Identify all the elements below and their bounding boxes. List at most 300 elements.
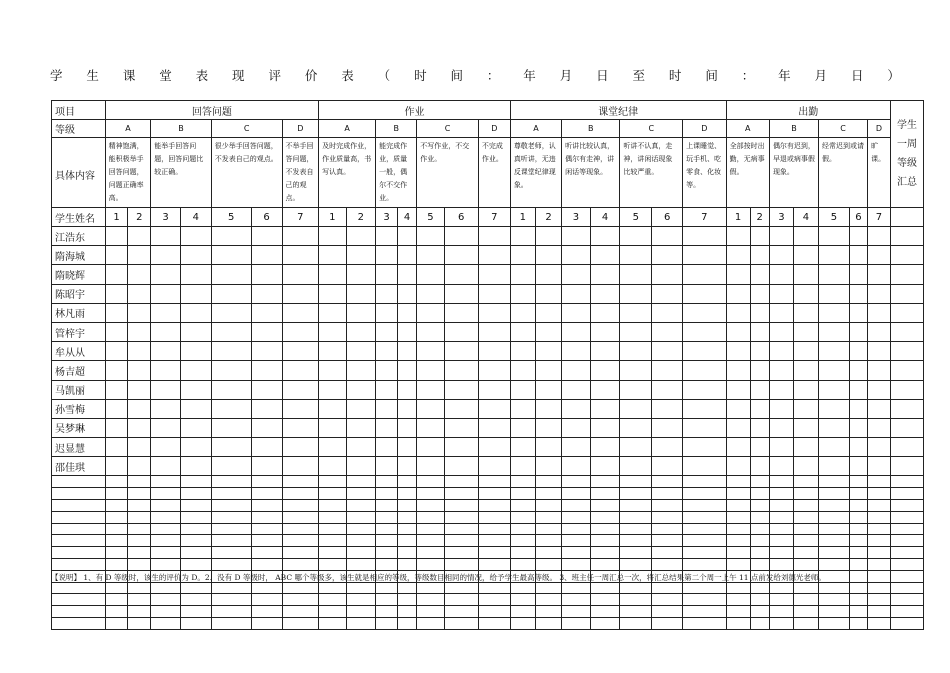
score-cell[interactable] bbox=[793, 322, 818, 341]
score-cell[interactable] bbox=[180, 476, 211, 488]
score-cell[interactable] bbox=[478, 246, 510, 265]
score-cell[interactable] bbox=[282, 618, 319, 630]
score-cell[interactable] bbox=[590, 322, 620, 341]
score-cell[interactable] bbox=[151, 606, 181, 618]
score-cell[interactable] bbox=[319, 284, 346, 303]
score-cell[interactable] bbox=[793, 418, 818, 437]
score-cell[interactable] bbox=[683, 418, 726, 437]
score-cell[interactable] bbox=[769, 303, 793, 322]
score-cell[interactable] bbox=[346, 438, 376, 457]
score-cell[interactable] bbox=[535, 227, 561, 246]
score-cell[interactable] bbox=[105, 582, 128, 594]
score-cell[interactable] bbox=[510, 284, 535, 303]
score-cell[interactable] bbox=[620, 582, 652, 594]
score-cell[interactable] bbox=[535, 618, 561, 630]
score-cell[interactable] bbox=[868, 500, 891, 512]
score-cell[interactable] bbox=[282, 322, 319, 341]
score-cell[interactable] bbox=[793, 547, 818, 559]
score-cell[interactable] bbox=[849, 582, 867, 594]
score-cell[interactable] bbox=[128, 547, 151, 559]
score-cell[interactable] bbox=[683, 438, 726, 457]
score-cell[interactable] bbox=[535, 361, 561, 380]
score-cell[interactable] bbox=[444, 594, 478, 606]
score-cell[interactable] bbox=[211, 523, 251, 535]
score-cell[interactable] bbox=[868, 535, 891, 547]
score-cell[interactable] bbox=[683, 265, 726, 284]
score-cell[interactable] bbox=[417, 606, 444, 618]
score-cell[interactable] bbox=[151, 246, 181, 265]
score-cell[interactable] bbox=[105, 606, 128, 618]
score-cell[interactable] bbox=[562, 399, 591, 418]
score-cell[interactable] bbox=[346, 342, 376, 361]
score-cell[interactable] bbox=[211, 380, 251, 399]
score-cell[interactable] bbox=[128, 476, 151, 488]
score-cell[interactable] bbox=[890, 361, 923, 380]
score-cell[interactable] bbox=[793, 265, 818, 284]
score-cell[interactable] bbox=[793, 559, 818, 571]
score-cell[interactable] bbox=[769, 342, 793, 361]
score-cell[interactable] bbox=[793, 303, 818, 322]
score-cell[interactable] bbox=[180, 227, 211, 246]
score-cell[interactable] bbox=[750, 265, 769, 284]
score-cell[interactable] bbox=[128, 342, 151, 361]
score-cell[interactable] bbox=[562, 559, 591, 571]
score-cell[interactable] bbox=[444, 535, 478, 547]
score-cell[interactable] bbox=[652, 380, 683, 399]
score-cell[interactable] bbox=[683, 246, 726, 265]
score-cell[interactable] bbox=[868, 418, 891, 437]
score-cell[interactable] bbox=[151, 361, 181, 380]
score-cell[interactable] bbox=[868, 227, 891, 246]
score-cell[interactable] bbox=[282, 380, 319, 399]
score-cell[interactable] bbox=[868, 476, 891, 488]
score-cell[interactable] bbox=[251, 500, 282, 512]
score-cell[interactable] bbox=[535, 511, 561, 523]
score-cell[interactable] bbox=[750, 535, 769, 547]
score-cell[interactable] bbox=[397, 594, 416, 606]
score-cell[interactable] bbox=[793, 342, 818, 361]
score-cell[interactable] bbox=[683, 582, 726, 594]
score-cell[interactable] bbox=[319, 380, 346, 399]
score-cell[interactable] bbox=[180, 594, 211, 606]
score-cell[interactable] bbox=[652, 246, 683, 265]
score-cell[interactable] bbox=[151, 303, 181, 322]
score-cell[interactable] bbox=[890, 284, 923, 303]
score-cell[interactable] bbox=[590, 500, 620, 512]
score-cell[interactable] bbox=[562, 227, 591, 246]
score-cell[interactable] bbox=[180, 380, 211, 399]
score-cell[interactable] bbox=[535, 418, 561, 437]
score-cell[interactable] bbox=[620, 559, 652, 571]
score-cell[interactable] bbox=[478, 418, 510, 437]
score-cell[interactable] bbox=[346, 246, 376, 265]
score-cell[interactable] bbox=[510, 523, 535, 535]
score-cell[interactable] bbox=[251, 380, 282, 399]
score-cell[interactable] bbox=[750, 438, 769, 457]
score-cell[interactable] bbox=[620, 594, 652, 606]
score-cell[interactable] bbox=[319, 418, 346, 437]
score-cell[interactable] bbox=[683, 500, 726, 512]
score-cell[interactable] bbox=[319, 322, 346, 341]
score-cell[interactable] bbox=[868, 284, 891, 303]
score-cell[interactable] bbox=[211, 559, 251, 571]
score-cell[interactable] bbox=[417, 227, 444, 246]
score-cell[interactable] bbox=[590, 618, 620, 630]
score-cell[interactable] bbox=[849, 523, 867, 535]
score-cell[interactable] bbox=[282, 500, 319, 512]
score-cell[interactable] bbox=[128, 265, 151, 284]
score-cell[interactable] bbox=[868, 618, 891, 630]
score-cell[interactable] bbox=[793, 618, 818, 630]
score-cell[interactable] bbox=[726, 500, 750, 512]
score-cell[interactable] bbox=[319, 457, 346, 476]
score-cell[interactable] bbox=[590, 284, 620, 303]
score-cell[interactable] bbox=[868, 399, 891, 418]
score-cell[interactable] bbox=[890, 547, 923, 559]
score-cell[interactable] bbox=[397, 476, 416, 488]
score-cell[interactable] bbox=[652, 265, 683, 284]
score-cell[interactable] bbox=[819, 246, 850, 265]
score-cell[interactable] bbox=[890, 476, 923, 488]
score-cell[interactable] bbox=[562, 618, 591, 630]
score-cell[interactable] bbox=[211, 284, 251, 303]
score-cell[interactable] bbox=[819, 227, 850, 246]
score-cell[interactable] bbox=[151, 582, 181, 594]
score-cell[interactable] bbox=[151, 476, 181, 488]
score-cell[interactable] bbox=[590, 361, 620, 380]
score-cell[interactable] bbox=[397, 303, 416, 322]
score-cell[interactable] bbox=[151, 438, 181, 457]
score-cell[interactable] bbox=[590, 399, 620, 418]
score-cell[interactable] bbox=[769, 594, 793, 606]
score-cell[interactable] bbox=[282, 535, 319, 547]
score-cell[interactable] bbox=[890, 618, 923, 630]
score-cell[interactable] bbox=[683, 380, 726, 399]
score-cell[interactable] bbox=[819, 559, 850, 571]
score-cell[interactable] bbox=[478, 500, 510, 512]
score-cell[interactable] bbox=[211, 438, 251, 457]
score-cell[interactable] bbox=[282, 399, 319, 418]
score-cell[interactable] bbox=[890, 342, 923, 361]
score-cell[interactable] bbox=[620, 418, 652, 437]
score-cell[interactable] bbox=[151, 380, 181, 399]
score-cell[interactable] bbox=[151, 418, 181, 437]
score-cell[interactable] bbox=[562, 476, 591, 488]
score-cell[interactable] bbox=[793, 476, 818, 488]
score-cell[interactable] bbox=[478, 438, 510, 457]
score-cell[interactable] bbox=[620, 457, 652, 476]
score-cell[interactable] bbox=[726, 380, 750, 399]
score-cell[interactable] bbox=[319, 618, 346, 630]
score-cell[interactable] bbox=[346, 488, 376, 500]
score-cell[interactable] bbox=[793, 227, 818, 246]
score-cell[interactable] bbox=[562, 606, 591, 618]
score-cell[interactable] bbox=[180, 322, 211, 341]
score-cell[interactable] bbox=[128, 227, 151, 246]
score-cell[interactable] bbox=[346, 361, 376, 380]
score-cell[interactable] bbox=[180, 559, 211, 571]
score-cell[interactable] bbox=[478, 488, 510, 500]
score-cell[interactable] bbox=[726, 342, 750, 361]
score-cell[interactable] bbox=[620, 535, 652, 547]
score-cell[interactable] bbox=[849, 399, 867, 418]
score-cell[interactable] bbox=[211, 399, 251, 418]
score-cell[interactable] bbox=[251, 438, 282, 457]
score-cell[interactable] bbox=[535, 457, 561, 476]
score-cell[interactable] bbox=[620, 284, 652, 303]
score-cell[interactable] bbox=[444, 303, 478, 322]
score-cell[interactable] bbox=[750, 500, 769, 512]
score-cell[interactable] bbox=[750, 342, 769, 361]
score-cell[interactable] bbox=[251, 594, 282, 606]
score-cell[interactable] bbox=[890, 457, 923, 476]
score-cell[interactable] bbox=[510, 457, 535, 476]
score-cell[interactable] bbox=[849, 559, 867, 571]
score-cell[interactable] bbox=[750, 380, 769, 399]
score-cell[interactable] bbox=[510, 594, 535, 606]
score-cell[interactable] bbox=[180, 618, 211, 630]
score-cell[interactable] bbox=[819, 342, 850, 361]
score-cell[interactable] bbox=[819, 500, 850, 512]
score-cell[interactable] bbox=[769, 418, 793, 437]
score-cell[interactable] bbox=[211, 476, 251, 488]
score-cell[interactable] bbox=[510, 618, 535, 630]
score-cell[interactable] bbox=[211, 511, 251, 523]
score-cell[interactable] bbox=[128, 582, 151, 594]
score-cell[interactable] bbox=[397, 547, 416, 559]
score-cell[interactable] bbox=[868, 457, 891, 476]
score-cell[interactable] bbox=[251, 559, 282, 571]
score-cell[interactable] bbox=[652, 322, 683, 341]
score-cell[interactable] bbox=[750, 488, 769, 500]
score-cell[interactable] bbox=[282, 547, 319, 559]
score-cell[interactable] bbox=[890, 399, 923, 418]
score-cell[interactable] bbox=[849, 380, 867, 399]
score-cell[interactable] bbox=[478, 361, 510, 380]
score-cell[interactable] bbox=[683, 559, 726, 571]
score-cell[interactable] bbox=[590, 457, 620, 476]
score-cell[interactable] bbox=[535, 399, 561, 418]
score-cell[interactable] bbox=[251, 399, 282, 418]
score-cell[interactable] bbox=[510, 322, 535, 341]
score-cell[interactable] bbox=[251, 476, 282, 488]
score-cell[interactable] bbox=[769, 322, 793, 341]
score-cell[interactable] bbox=[444, 476, 478, 488]
score-cell[interactable] bbox=[750, 399, 769, 418]
score-cell[interactable] bbox=[868, 380, 891, 399]
score-cell[interactable] bbox=[620, 265, 652, 284]
score-cell[interactable] bbox=[750, 547, 769, 559]
score-cell[interactable] bbox=[562, 488, 591, 500]
score-cell[interactable] bbox=[151, 618, 181, 630]
score-cell[interactable] bbox=[652, 523, 683, 535]
score-cell[interactable] bbox=[376, 284, 398, 303]
score-cell[interactable] bbox=[652, 227, 683, 246]
score-cell[interactable] bbox=[793, 380, 818, 399]
score-cell[interactable] bbox=[128, 438, 151, 457]
score-cell[interactable] bbox=[478, 582, 510, 594]
score-cell[interactable] bbox=[510, 227, 535, 246]
score-cell[interactable] bbox=[535, 594, 561, 606]
score-cell[interactable] bbox=[535, 322, 561, 341]
score-cell[interactable] bbox=[620, 488, 652, 500]
score-cell[interactable] bbox=[376, 511, 398, 523]
score-cell[interactable] bbox=[444, 606, 478, 618]
score-cell[interactable] bbox=[819, 511, 850, 523]
score-cell[interactable] bbox=[868, 559, 891, 571]
score-cell[interactable] bbox=[444, 418, 478, 437]
score-cell[interactable] bbox=[683, 457, 726, 476]
score-cell[interactable] bbox=[444, 618, 478, 630]
score-cell[interactable] bbox=[726, 476, 750, 488]
score-cell[interactable] bbox=[819, 523, 850, 535]
score-cell[interactable] bbox=[251, 511, 282, 523]
score-cell[interactable] bbox=[251, 618, 282, 630]
score-cell[interactable] bbox=[417, 399, 444, 418]
score-cell[interactable] bbox=[376, 535, 398, 547]
score-cell[interactable] bbox=[319, 488, 346, 500]
score-cell[interactable] bbox=[128, 535, 151, 547]
score-cell[interactable] bbox=[282, 284, 319, 303]
score-cell[interactable] bbox=[151, 342, 181, 361]
score-cell[interactable] bbox=[282, 606, 319, 618]
score-cell[interactable] bbox=[319, 476, 346, 488]
score-cell[interactable] bbox=[397, 399, 416, 418]
score-cell[interactable] bbox=[211, 582, 251, 594]
score-cell[interactable] bbox=[562, 523, 591, 535]
score-cell[interactable] bbox=[750, 523, 769, 535]
score-cell[interactable] bbox=[444, 582, 478, 594]
score-cell[interactable] bbox=[151, 457, 181, 476]
score-cell[interactable] bbox=[849, 511, 867, 523]
score-cell[interactable] bbox=[849, 476, 867, 488]
score-cell[interactable] bbox=[590, 227, 620, 246]
score-cell[interactable] bbox=[868, 438, 891, 457]
score-cell[interactable] bbox=[819, 582, 850, 594]
score-cell[interactable] bbox=[562, 582, 591, 594]
score-cell[interactable] bbox=[211, 618, 251, 630]
score-cell[interactable] bbox=[510, 488, 535, 500]
score-cell[interactable] bbox=[397, 559, 416, 571]
score-cell[interactable] bbox=[417, 488, 444, 500]
score-cell[interactable] bbox=[890, 438, 923, 457]
score-cell[interactable] bbox=[750, 246, 769, 265]
score-cell[interactable] bbox=[397, 361, 416, 380]
score-cell[interactable] bbox=[590, 559, 620, 571]
score-cell[interactable] bbox=[105, 618, 128, 630]
score-cell[interactable] bbox=[510, 547, 535, 559]
score-cell[interactable] bbox=[819, 476, 850, 488]
score-cell[interactable] bbox=[376, 342, 398, 361]
score-cell[interactable] bbox=[849, 246, 867, 265]
score-cell[interactable] bbox=[444, 488, 478, 500]
score-cell[interactable] bbox=[180, 511, 211, 523]
score-cell[interactable] bbox=[211, 535, 251, 547]
score-cell[interactable] bbox=[535, 284, 561, 303]
score-cell[interactable] bbox=[868, 265, 891, 284]
score-cell[interactable] bbox=[478, 284, 510, 303]
score-cell[interactable] bbox=[282, 559, 319, 571]
score-cell[interactable] bbox=[376, 438, 398, 457]
score-cell[interactable] bbox=[282, 246, 319, 265]
score-cell[interactable] bbox=[769, 380, 793, 399]
score-cell[interactable] bbox=[819, 547, 850, 559]
score-cell[interactable] bbox=[397, 418, 416, 437]
score-cell[interactable] bbox=[683, 547, 726, 559]
score-cell[interactable] bbox=[683, 488, 726, 500]
score-cell[interactable] bbox=[319, 582, 346, 594]
score-cell[interactable] bbox=[590, 438, 620, 457]
score-cell[interactable] bbox=[151, 227, 181, 246]
score-cell[interactable] bbox=[849, 488, 867, 500]
score-cell[interactable] bbox=[319, 303, 346, 322]
score-cell[interactable] bbox=[478, 457, 510, 476]
score-cell[interactable] bbox=[128, 322, 151, 341]
score-cell[interactable] bbox=[726, 322, 750, 341]
score-cell[interactable] bbox=[397, 438, 416, 457]
score-cell[interactable] bbox=[726, 511, 750, 523]
score-cell[interactable] bbox=[590, 265, 620, 284]
score-cell[interactable] bbox=[417, 618, 444, 630]
score-cell[interactable] bbox=[562, 500, 591, 512]
score-cell[interactable] bbox=[417, 265, 444, 284]
score-cell[interactable] bbox=[510, 476, 535, 488]
score-cell[interactable] bbox=[620, 523, 652, 535]
score-cell[interactable] bbox=[890, 582, 923, 594]
score-cell[interactable] bbox=[726, 303, 750, 322]
score-cell[interactable] bbox=[750, 303, 769, 322]
score-cell[interactable] bbox=[819, 265, 850, 284]
score-cell[interactable] bbox=[105, 438, 128, 457]
score-cell[interactable] bbox=[683, 511, 726, 523]
score-cell[interactable] bbox=[793, 399, 818, 418]
score-cell[interactable] bbox=[726, 523, 750, 535]
score-cell[interactable] bbox=[819, 418, 850, 437]
score-cell[interactable] bbox=[397, 246, 416, 265]
score-cell[interactable] bbox=[562, 511, 591, 523]
score-cell[interactable] bbox=[868, 511, 891, 523]
score-cell[interactable] bbox=[105, 284, 128, 303]
score-cell[interactable] bbox=[849, 594, 867, 606]
score-cell[interactable] bbox=[849, 342, 867, 361]
score-cell[interactable] bbox=[128, 361, 151, 380]
score-cell[interactable] bbox=[397, 227, 416, 246]
score-cell[interactable] bbox=[849, 570, 867, 582]
score-cell[interactable] bbox=[819, 488, 850, 500]
score-cell[interactable] bbox=[397, 342, 416, 361]
score-cell[interactable] bbox=[319, 265, 346, 284]
score-cell[interactable] bbox=[180, 606, 211, 618]
score-cell[interactable] bbox=[128, 618, 151, 630]
score-cell[interactable] bbox=[105, 488, 128, 500]
score-cell[interactable] bbox=[319, 399, 346, 418]
score-cell[interactable] bbox=[793, 535, 818, 547]
score-cell[interactable] bbox=[652, 476, 683, 488]
score-cell[interactable] bbox=[620, 476, 652, 488]
score-cell[interactable] bbox=[346, 500, 376, 512]
score-cell[interactable] bbox=[890, 535, 923, 547]
score-cell[interactable] bbox=[417, 500, 444, 512]
score-cell[interactable] bbox=[105, 227, 128, 246]
score-cell[interactable] bbox=[890, 380, 923, 399]
score-cell[interactable] bbox=[211, 594, 251, 606]
score-cell[interactable] bbox=[849, 618, 867, 630]
score-cell[interactable] bbox=[652, 488, 683, 500]
score-cell[interactable] bbox=[620, 438, 652, 457]
score-cell[interactable] bbox=[478, 380, 510, 399]
score-cell[interactable] bbox=[417, 380, 444, 399]
score-cell[interactable] bbox=[282, 594, 319, 606]
